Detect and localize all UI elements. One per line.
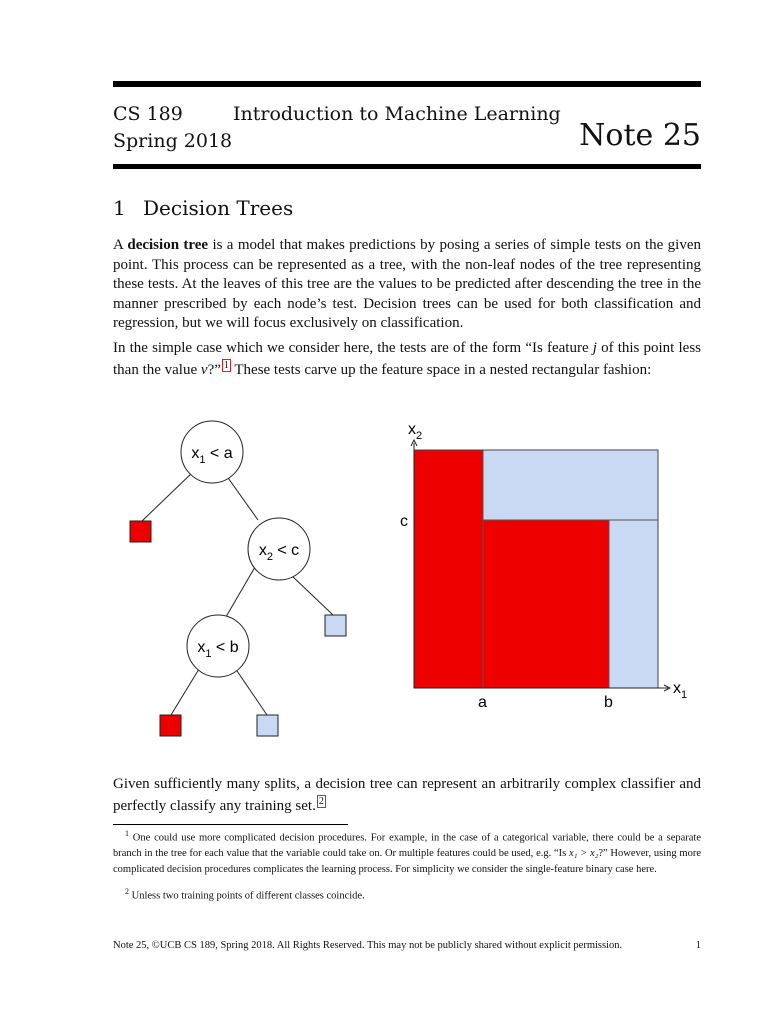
footnote-link-1[interactable]: 1	[223, 359, 229, 371]
region-blue-top	[483, 450, 658, 520]
tree-edge	[171, 669, 199, 715]
footnote-text: ?” However, using more complicated decision procedures complicates the learning process. For simplicity we consider the single-feature binary case here.	[113, 848, 702, 875]
footnote-rule	[113, 824, 348, 825]
tick-label-b: b	[604, 694, 613, 711]
paragraph-text: of this point less than the value	[113, 340, 701, 378]
page-footer	[113, 940, 701, 951]
paragraph-text: A	[113, 237, 128, 253]
tree-edge	[226, 475, 258, 520]
tree-edge	[290, 574, 333, 615]
course-code: CS 189	[113, 103, 183, 125]
footer-text: Note 25, ©UCB CS 189, Spring 2018. All Rights Reserved. This may not be publicly shared without explicit permission.	[113, 940, 623, 951]
footnote-1	[113, 826, 701, 877]
tick-label-a: a	[478, 694, 487, 711]
note-number: Note 25	[579, 118, 701, 153]
y-axis-label: $x_2$	[408, 421, 423, 442]
paragraph-text: Given sufficiently many splits, a decision tree can represent an arbitrarily complex classifier and perfectly classify any training set.	[113, 776, 701, 814]
region-red-middle	[483, 520, 609, 688]
region-blue-right	[609, 520, 658, 688]
tree-edge	[142, 471, 194, 521]
footnote-mark: 2	[125, 887, 129, 896]
header-bottom-rule	[113, 164, 701, 169]
tree-node-label: $x_2 < c$	[258, 542, 300, 563]
paragraph-tests	[113, 339, 701, 380]
course-title: Introduction to Machine Learning	[233, 103, 561, 125]
math-j: j	[592, 340, 597, 356]
tree-leaf-red	[160, 715, 181, 736]
footnote-2	[113, 884, 701, 904]
tick-label-c: c	[400, 513, 408, 530]
tree-edge	[223, 567, 255, 622]
decision-tree-figure	[0, 410, 768, 770]
paragraph-intro	[113, 236, 701, 334]
top-rule	[113, 81, 701, 87]
tree-node-label: $x_1 < a$	[191, 445, 233, 466]
tree-node-label: $x_1 < b$	[197, 639, 239, 660]
math-v: v	[200, 361, 208, 378]
tree-leaf-blue	[257, 715, 278, 736]
section-heading	[113, 196, 293, 220]
page-number: 1	[695, 940, 701, 951]
x-axis-label: $x_1$	[673, 680, 688, 701]
paragraph-text: These tests carve up the feature space in a nested rectangular fashion:	[230, 361, 652, 378]
tree-leaf-red	[130, 521, 151, 542]
term-decision-tree: decision tree	[127, 237, 209, 253]
footnote-text: Unless two training points of different classes coincide.	[129, 890, 365, 902]
tree-edge	[235, 668, 267, 715]
section-number: 1	[113, 196, 126, 220]
footnote-text: One could use more complicated decision procedures. For example, in the case of a categorical variable, there could be a separate branch in the tree for each value that the variable could take on. Or multiple features could be used, e.g. “Is	[113, 832, 701, 859]
section-title: Decision Trees	[143, 196, 294, 220]
region-red-left	[414, 450, 483, 688]
course-term: Spring 2018	[113, 130, 233, 152]
paragraph-splits	[113, 775, 701, 816]
footnote-link-2[interactable]: 2	[318, 795, 324, 807]
paragraph-text: is a model that makes predictions by posing a series of simple tests on the given point. This process can be represented as a tree, with the non-leaf nodes of the tree representing these tests. At the leaves of this tree are the values to be predicted after descending the tree in the manner prescribed by each node’s test. Decision trees can be used for both classification and regression, but we will focus exclusively on classification.	[113, 237, 701, 332]
tree-leaf-blue	[325, 615, 346, 636]
paragraph-text: In the simple case which we consider here, the tests are of the form “Is feature	[113, 340, 593, 356]
footnote-math: x₁ > x₂	[569, 848, 599, 859]
footnote-mark: 1	[125, 829, 129, 838]
paragraph-text: ?”	[207, 361, 221, 378]
